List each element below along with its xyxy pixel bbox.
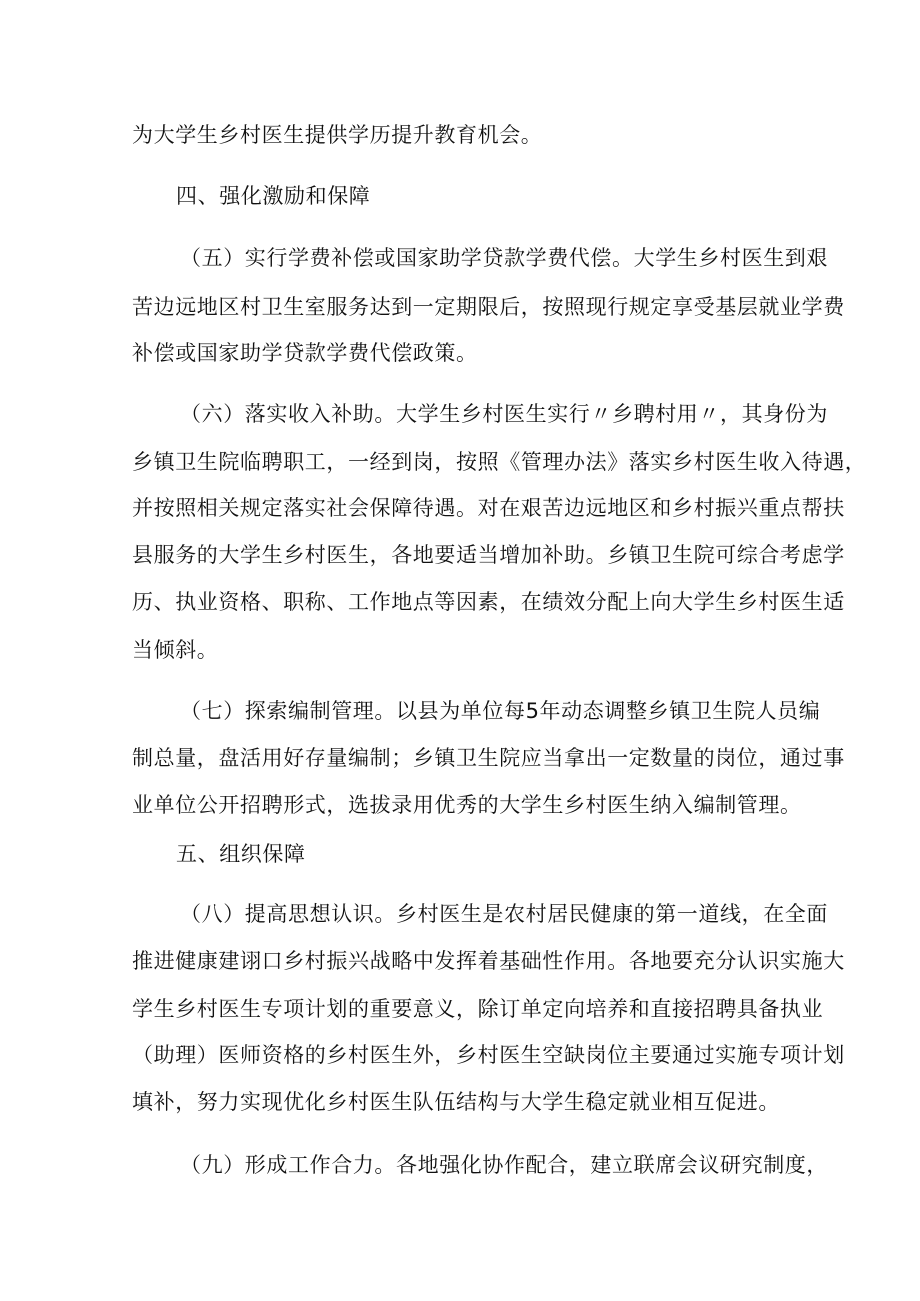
paragraph-line: 补偿或国家助学贷款学费代偿政策。: [132, 341, 478, 365]
paragraph-line: 填补，努力实现优化乡村医生队伍结构与大学生稳定就业相互促进。: [132, 1090, 780, 1114]
paragraph-line: 并按照相关规定落实社会保障待遇。对在艰苦边远地区和乡村振兴重点帮扶: [132, 496, 845, 520]
paragraph-line: 乡镇卫生院临聘职工，一经到岗，按照《管理办法》落实乡村医生收入待遇，: [132, 450, 867, 474]
paragraph-line: 为大学生乡村医生提供学历提升教育机会。: [132, 123, 543, 147]
paragraph-line: （五）实行学费补偿或国家助学贷款学费代偿。大学生乡村医生到艰: [180, 246, 828, 270]
paragraph-line: 制总量，盘活用好存量编制；乡镇卫生院应当拿出一定数量的岗位，通过事: [132, 746, 845, 770]
paragraph-line: 当倾斜。: [132, 638, 219, 662]
paragraph-line: 学生乡村医生专项计划的重要意义，除订单定向培养和直接招聘具备执业: [132, 997, 824, 1021]
paragraph-line: 历、执业资格、职称、工作地点等因素，在绩效分配上向大学生乡村医生适: [132, 590, 845, 614]
paragraph-line: （八）提高思想认识。乡村医生是农村居民健康的第一道线，在全面: [180, 902, 828, 926]
paragraph-line: 推进健康建诩口乡村振兴战略中发挥着基础性作用。各地要充分认识实施大: [132, 949, 845, 973]
paragraph-line: 县服务的大学生乡村医生，各地要适当增加补助。乡镇卫生院可综合考虑学: [132, 543, 845, 567]
paragraph-line: （九）形成工作合力。各地强化协作配合，建立联席会议研究制度，: [180, 1153, 828, 1177]
paragraph-line: 苦边远地区村卫生室服务达到一定期限后，按照现行规定享受基层就业学费: [132, 295, 845, 319]
paragraph-line: 业单位公开招聘形式，选拔录用优秀的大学生乡村医生纳入编制管理。: [132, 793, 802, 817]
paragraph-line: （助理）医师资格的乡村医生外，乡村医生空缺岗位主要通过实施专项计划: [132, 1043, 845, 1067]
section-heading: 五、组织保障: [176, 842, 306, 866]
paragraph-line: （六）落实收入补助。大学生乡村医生实行〃乡聘村用〃，其身份为: [180, 402, 828, 426]
paragraph-line: （七）探索编制管理。以县为单位每5年动态调整乡镇卫生院人员编: [180, 699, 821, 723]
section-heading: 四、强化激励和保障: [176, 184, 371, 208]
